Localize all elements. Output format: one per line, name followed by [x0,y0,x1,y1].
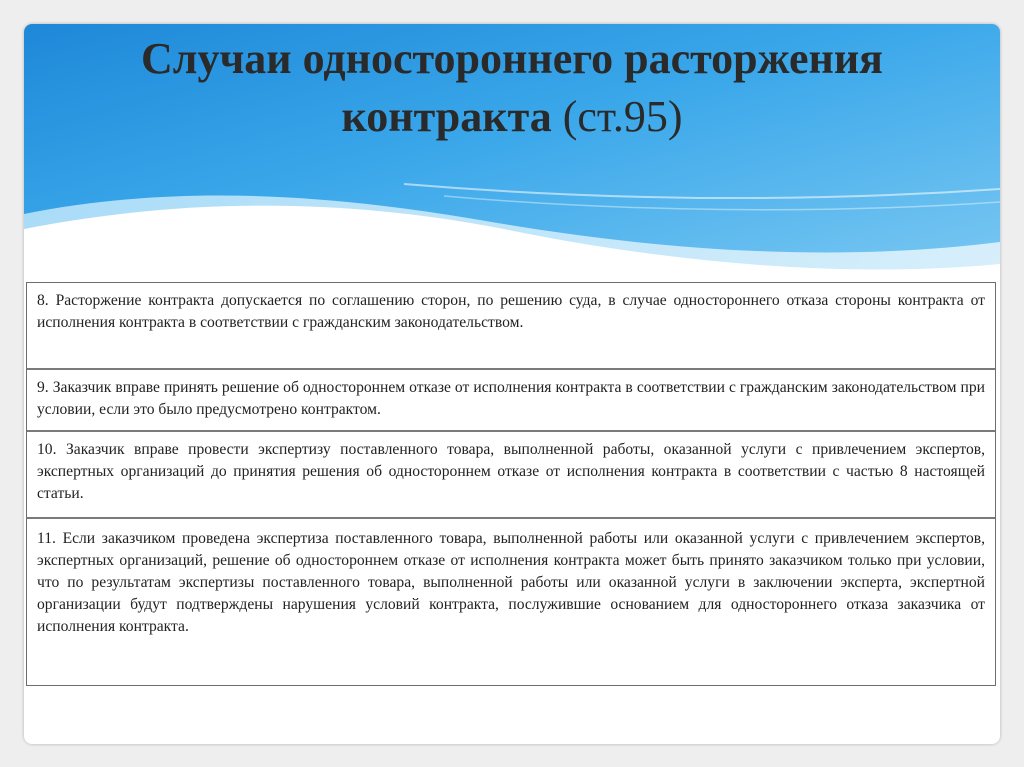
slide [24,24,1000,744]
slide-title [24,30,1000,146]
row-text: 11. Если заказчиком проведена экспертиза поставленного товара, выполненной работы или оказанной услуги с привлечением экспертов, экспертных организаций, решение об одностороннем отказе от исполнения контракта может быть принято заказчиком только при условии, что по результатам экспертизы поставленного товара, выполненной работы или оказанной услуги в заключении эксперта, экспертной организации будут подтверждены нарушения условий контракта, послужившие основанием для одностороннего отказа заказчика от исполнения контракта. [37,530,985,635]
title-line-2-bold: контракта [341,92,552,141]
table-row [27,370,995,432]
table-row [27,519,995,685]
title-line-1: Случаи одностороннего расторжения [141,34,883,83]
title-line-2 [24,88,1000,146]
row-text: 10. Заказчик вправе провести экспертизу поставленного товара, выполненной работы, оказанной услуги с привлечением экспертов, экспертных организаций до принятия решения об одностороннем отказе от исполнения контракта в соответствии с частью 8 настоящей статьи. [37,441,985,502]
article-95-table [26,282,996,686]
row-text: 9. Заказчик вправе принять решение об одностороннем отказе от исполнения контракта в соответствии с гражданским законодательством при условии, если это было предусмотрено контрактом. [37,379,985,418]
table-row [27,283,995,370]
row-text: 8. Расторжение контракта допускается по соглашению сторон, по решению суда, в случае одностороннего отказа стороны контракта от исполнения контракта в соответствии с гражданским законодательством. [37,292,985,331]
table-row [27,432,995,519]
title-line-2-article: (ст.95) [562,92,683,141]
